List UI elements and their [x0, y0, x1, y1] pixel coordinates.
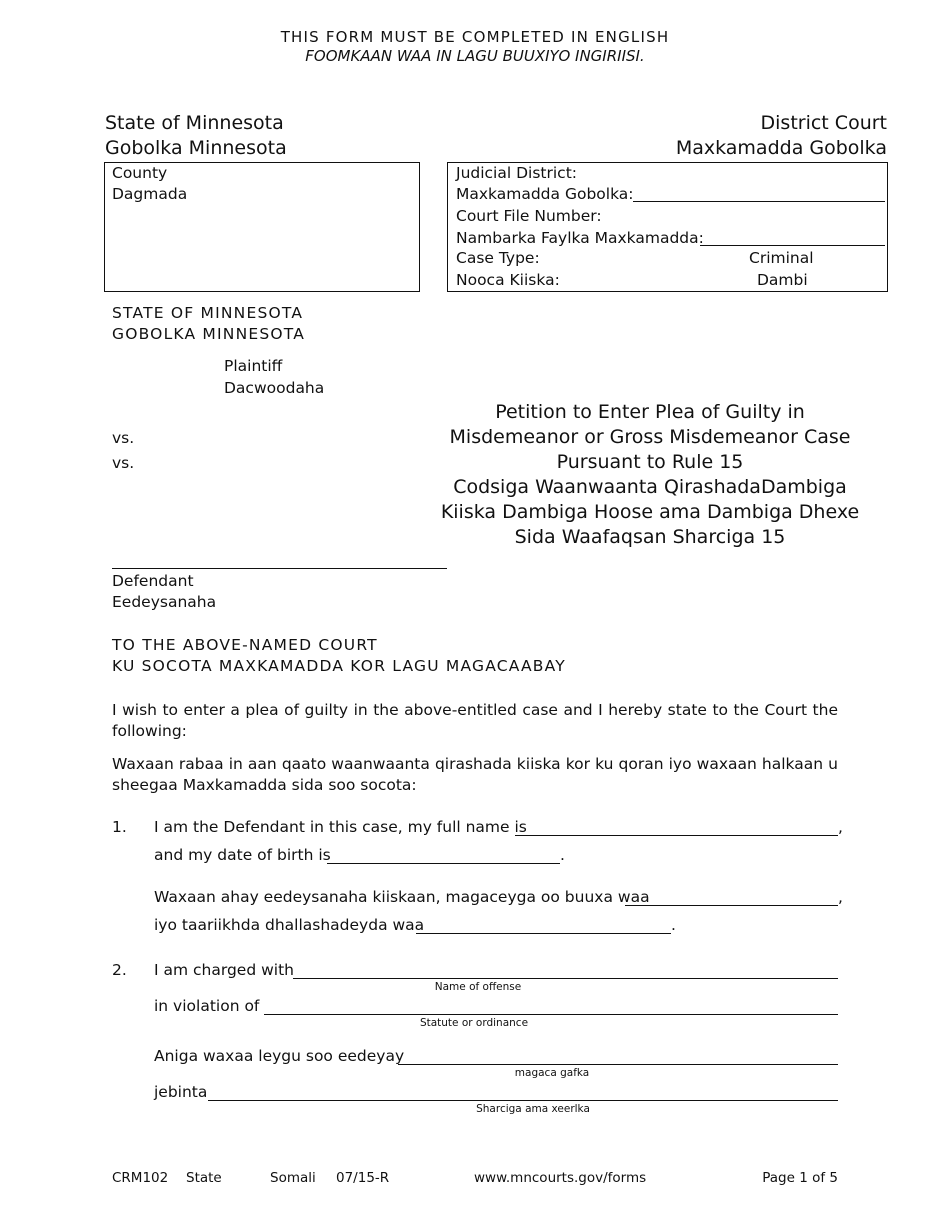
petition-title: [430, 400, 870, 550]
statute-caption-somali: Sharciga ama xeerlka: [476, 1103, 590, 1115]
full-name-label: I am the Defendant in this case, my full name is: [154, 818, 527, 836]
defendant-label: Defendant: [112, 572, 194, 590]
petition-title-line-somali: Codsiga Waanwaanta QirashadaDambiga: [453, 476, 847, 498]
court-file-number-label: Court File Number:: [456, 207, 602, 225]
item-number: 2.: [112, 961, 127, 979]
comma: ,: [838, 888, 843, 906]
full-name-label-somali: Waxaan ahay eedeysanaha kiiskaan, magaceyga oo buuxa waa: [154, 888, 650, 906]
county-label-somali: Dagmada: [112, 185, 188, 203]
court-info-box: [447, 162, 888, 292]
footer-state: State: [186, 1170, 222, 1186]
petition-title-line: Misdemeanor or Gross Misdemeanor Case: [449, 426, 851, 448]
offense-name-field-somali[interactable]: [398, 1064, 838, 1065]
footer-revision: 07/15-R: [336, 1170, 390, 1186]
state-title-somali: Gobolka Minnesota: [105, 137, 287, 159]
intro-paragraph-somali: Waxaan rabaa in aan qaato waanwaanta qirashada kiiska kor ku qoran iyo waxaan halkaan u sheegaa Maxkamadda sida soo socota:: [112, 755, 838, 794]
versus-label-somali: vs.: [112, 454, 135, 472]
judicial-district-label: Judicial District:: [456, 164, 577, 182]
statute-caption: Statute or ordinance: [419, 1017, 529, 1029]
offense-name-field[interactable]: [293, 978, 838, 979]
statute-field-somali[interactable]: [208, 1100, 838, 1101]
defendant-label-somali: Eedeysanaha: [112, 593, 217, 611]
full-name-field[interactable]: [515, 835, 838, 836]
case-type-label: Case Type:: [456, 249, 540, 267]
court-title: District Court: [760, 112, 887, 134]
footer-language: Somali: [270, 1170, 316, 1186]
plaintiff-state-somali: GOBOLKA MINNESOTA: [112, 325, 306, 343]
form-id: CRM102: [112, 1170, 169, 1186]
violation-label-somali: jebinta: [154, 1083, 208, 1101]
dob-field[interactable]: [327, 863, 560, 864]
plaintiff-label: Plaintiff: [224, 357, 283, 375]
nooca-kiiska-value: Dambi: [757, 271, 808, 289]
offense-caption: Name of offense: [434, 981, 522, 993]
petition-title-line-somali: Sida Waafaqsan Sharciga 15: [514, 526, 786, 548]
state-title: State of Minnesota: [105, 112, 284, 134]
statute-field[interactable]: [264, 1014, 838, 1015]
period: .: [560, 846, 565, 864]
defendant-name-field[interactable]: [112, 568, 447, 569]
charged-with-label: I am charged with: [154, 961, 294, 979]
to-court-heading: TO THE ABOVE-NAMED COURT: [112, 636, 378, 654]
dob-label-somali: iyo taariikhda dhallashadeyda waa: [154, 916, 425, 934]
offense-caption-somali: magaca gafka: [514, 1067, 590, 1079]
court-file-number-field[interactable]: [700, 245, 885, 246]
county-box[interactable]: [104, 162, 420, 292]
nambarka-faylka-label: Nambarka Faylka Maxkamadda:: [456, 229, 704, 247]
petition-title-line: Pursuant to Rule 15: [556, 451, 744, 473]
judicial-district-field[interactable]: [633, 201, 885, 202]
nooca-kiiska-label: Nooca Kiiska:: [456, 271, 560, 289]
charged-with-label-somali: Aniga waxaa leygu soo eedeyay: [154, 1047, 405, 1065]
maxkamadda-gobolka-label: Maxkamadda Gobolka:: [456, 185, 634, 203]
violation-label: in violation of: [154, 997, 260, 1015]
to-court-heading-somali: KU SOCOTA MAXKAMADDA KOR LAGU MAGACAABAY: [112, 657, 566, 675]
form-language-notice: THIS FORM MUST BE COMPLETED IN ENGLISH: [280, 28, 670, 46]
petition-title-line-somali: Kiiska Dambiga Hoose ama Dambiga Dhexe: [440, 501, 860, 523]
case-type-value: Criminal: [749, 249, 814, 267]
intro-paragraph: I wish to enter a plea of guilty in the above-entitled case and I hereby state to the Court the following:: [112, 701, 838, 740]
full-name-field-somali[interactable]: [625, 905, 838, 906]
plaintiff-state: STATE OF MINNESOTA: [112, 304, 304, 322]
petition-title-line: Petition to Enter Plea of Guilty in: [495, 401, 805, 423]
dob-field-somali[interactable]: [416, 933, 671, 934]
comma: ,: [838, 818, 843, 836]
page-number: Page 1 of 5: [762, 1170, 838, 1186]
county-label: County: [112, 164, 168, 182]
versus-label: vs.: [112, 429, 135, 447]
plaintiff-label-somali: Dacwoodaha: [224, 379, 325, 397]
court-title-somali: Maxkamadda Gobolka: [675, 137, 887, 159]
form-language-notice-somali: FOOMKAAN WAA IN LAGU BUUXIYO INGIRIISI.: [305, 47, 645, 65]
dob-label: and my date of birth is: [154, 846, 331, 864]
item-number: 1.: [112, 818, 127, 836]
period: .: [671, 916, 676, 934]
footer-url[interactable]: www.mncourts.gov/forms: [474, 1170, 647, 1186]
